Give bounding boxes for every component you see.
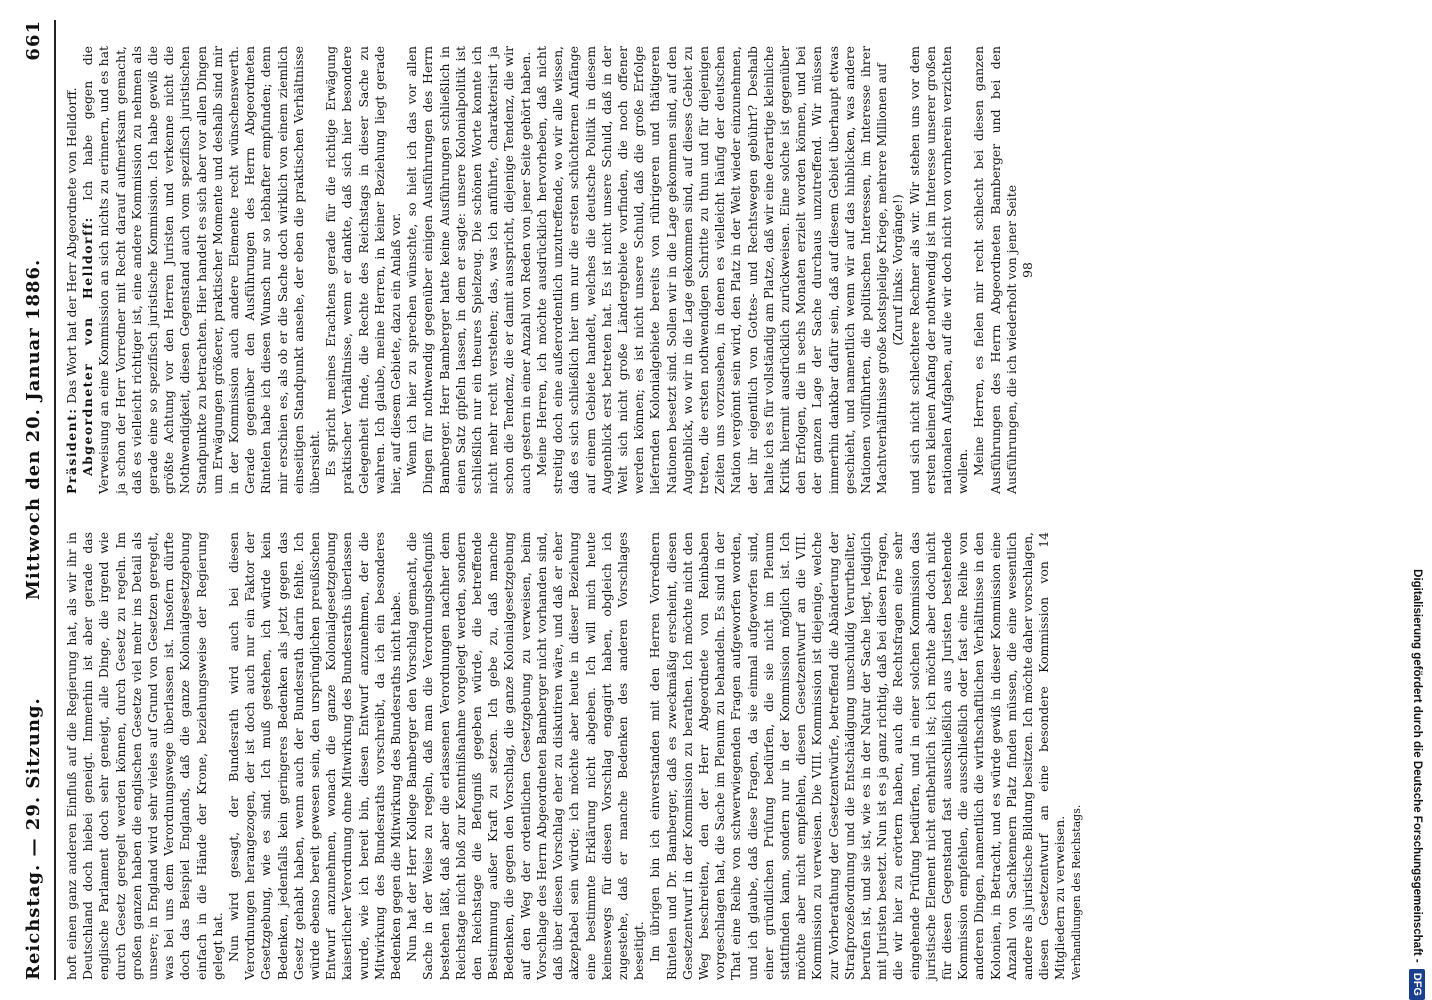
- president-text: Das Wort hat der Herr Abgeordnete von Helldorff.: [64, 87, 79, 404]
- speaker-label: Abgeordneter von Helldorff:: [80, 216, 96, 476]
- speaker-text: Ich habe gegen die Verweisung an eine Kommission an sich nichts zu erinnern, und es hat ja schon der Herr Vorredner mit Recht darauf aufmerksam gemacht, daß es vielleicht richtiger ist, eine andere Kommission zu nehmen als gerade eine so spezifisch juristische Kommission. Ich habe gewiß die größte Achtung vor den Herren Juristen und verkenne nicht die Nothwendigkeit, diesen Gegenstand auch vom spezifisch juristischen Standpunkte zu betrachten. Hier handelt es sich aber vor allen Dingen um Erwägungen größerer, praktischer Momente und deshalb sind mir in der Kommission auch andere Elemente recht wünschenswerth. Gerade gegenüber den Ausführungen des Herrn Abgeordneten Rintelen habe ich diesen Wunsch nur so lebhafter empfunden; denn mir erschien es, als ob er die Sache doch wirklich von einem ziemlich einseitigen Standpunkt ansehe, der eben die praktischen Verhältnisse übersieht.: [80, 46, 323, 494]
- rotated-page-content: [16, 20, 1376, 980]
- header-date: Mittwoch den 20. Januar 1886.: [22, 258, 44, 600]
- footer-note: Verhandlungen des Reichstags.: [1069, 804, 1083, 980]
- left-paragraph: hoft einen ganz anderen Einfluß auf die Regierung hat, als wir ihr in Deutschland doch hiebei geneigt. Immerhin ist aber gerade das englische Parlament doch sehr geneigt, alle Dinge, die irgend wie durch Gesetz geregelt werden können, durch Gesetz zu regeln. Im großen ganzen haben die englischen Gesetze viel mehr ins Detail als unsere; in England wird sehr vieles auf Grund von Gesetzen geregelt, was bei uns dem Verordnungswege überlassen ist. Insofern dürfte doch das Beispiel Englands, daß die ganze Kolonialgesetzgebung einfach in die Hände der Krone, beziehungsweise der Regierung gelegt hat.: [64, 532, 225, 980]
- left-paragraph: Nun hat der Herr Kollege Bamberger den Vorschlag gemacht, die Sache in der Weise zu regeln, daß man die Verordnungsbefugniß bestehen läßt, daß aber die erlassenen Verordnungen nachher dem Reichstage nicht bloß zur Kenntnißnahme vorgelegt werden, sondern den Reichstage die Befugniß gegeben würde, die betreffende Bestimmung außer Kraft zu setzen. Ich gebe zu, daß manche Bedenken, die gegen den Vorschlag, die ganze Kolonialgesetzgebung auf den Weg der ordentlichen Gesetzgebung zu verweisen, beim Vorschlage des Herrn Abgeordneten Bamberger nicht vorhanden sind, daß über diesen Vorschlag eher zu diskutiren wäre, und daß er eher akzeptabel sein würde; ich möchte aber heute in dieser Beziehung eine bestimmte Erklärung nicht abgeben. Ich will mich heute keineswegs für diesen Vorschlag engagirt haben, obgleich ich zugestehe, daß er manche Bedenken des anderen Vorschlages beseitigt.: [404, 532, 647, 980]
- header-page-number: 661: [22, 20, 44, 61]
- page-header: [16, 20, 50, 980]
- header-session: Reichstag. — 29. Sitzung.: [22, 697, 44, 980]
- sheet-number: 98: [1019, 262, 1035, 278]
- right-paragraph: Wenn ich hier zu sprechen wünschte, so hielt ich das vor allen Dingen für nothwendig gegenüber einigen Ausführungen des Herrn Bamberger. Herr Bamberger hatte keine Ausführungen schließlich in einen Satz gipfeln lassen, in dem er sagte: unsere Kolonialpolitik ist schließlich nur ein theures Spielzeug. Die schönen Worte konnte ich nicht mehr recht verstehen; das, was ich anführte, charakterisirt ja schon die Tendenz, die er damit ausspricht, diejenige Tendenz, die wir auch gestern in einer Anzahl von Reden von jener Seite gehört haben.: [404, 46, 533, 494]
- right-paragraph: und sich nicht schlechtere Rechner als wir. Wir stehen uns vor dem ersten kleinen Anfang der nothwendig ist im Interesse unserer großen nationalen Aufgaben, auf die wir doch nicht von vornherein verzichten wollen.: [906, 46, 971, 494]
- right-paragraph: Meine Herren, es fielen mir recht schlecht bei diesen ganzen Ausführungen des Herrn Abgeordneten Bamberger und bei den Ausführungen, die ich wiederholt von jener Seite: [971, 46, 1019, 494]
- left-paragraph: Im übrigen bin ich einverstanden mit den Herren Vorrednern Rintelen und Dr. Bamberger, daß es zweckmäßig erscheint, diesen Gesetzentwurf in der Kommission zu berathen. Ich möchte nicht den Weg beschreiten, den der Herr Abgeordnete von Reinbaben vorgeschlagen hat, die Sache im Plenum zu behandeln. Es sind in der That eine Reihe von schwerwiegenden Fragen aufgeworfen worden, und ich glaube, daß diese Fragen, da sie einmal aufgeworfen sind, einer gründlichen Prüfung bedürfen, die sie nicht im Plenum stattfinden kann, sondern nur in der Kommission möglich ist. Ich möchte aber nicht empfehlen, diesen Gesetzentwurf an die VIII. Kommission zu verweisen. Die VIII. Kommission ist diejenige, welche zur Vorberathung der Gesetzentwürfe, betreffend die Abänderung der Strafprozeßordnung und die Entschädigung unschuldig Verurtheilter, berufen ist, und sie ist, wie es in der Natur der Sache liegt, lediglich mit Juristen besetzt. Nun ist es ja ganz richtig, daß bei diesen Fragen, die wir hier zu erörtern haben, auch die Rechtsfragen eine sehr eingehende Prüfung bedürfen, und in einer solchen Kommission das juristische Element nicht entbehrlich ist; ich möchte aber doch nicht für diesen Gegenstand fast ausschließlich aus Juristen bestehende Kommission empfehlen, die ausschließlich oder fast eine Reihe von anderen Dingen, namentlich die wirthschaftlichen Verhältnisse in den Kolonien, in Betracht, und es würde gewiß in dieser Kommission eine Anzahl von Sachkennern Platz finden müssen, die eine wesentlich andere als juristische Bildung besitzen. Ich möchte daher vorschlagen, diesen Gesetzentwurf an eine besondere Kommission von 14 Mitgliedern zu verweisen.: [647, 532, 1068, 980]
- header-rule: [54, 20, 56, 980]
- left-paragraph: Nun wird gesagt, der Bundesrath wird auch bei diesen Verordnungen herangezogen, der ist doch auch nur ein Faktor der Gesetzgebung, wie es sind. Ich muß gestehen, ich würde kein Bedenken, jedenfalls kein geringeres Bedenken als jetzt gegen das Gesetz gehabt haben, wenn auch der Bundesrath darin fehlte. Ich würde ebenso bereit gewesen sein, den ursprünglichen preußischen Entwurf anzunehmen, wonach die ganze Kolonialgesetzgebung kaiserlicher Verordnung ohne Mitwirkung des Bundesraths überlassen wurde, wie ich bereit bin, diesen Entwurf anzunehmen, der die Mitwirkung des Bundesraths vorschreibt, da ich ein besonderes Bedenken gegen die Mitwirkung des Bundesraths nicht habe.: [226, 532, 404, 980]
- right-paragraph: Es spricht meines Erachtens gerade für die richtige Erwägung praktischer Verhältnisse, wenn er dankte, daß sich hier besondere Gelegenheit finde, die Rechte des Reichstags in dieser Sache zu wahren. Ich glaube, meine Herren, in keiner Beziehung liegt gerade hier, auf diesem Gebiete, dazu ein Anlaß vor.: [323, 46, 404, 494]
- right-column: [64, 46, 1376, 494]
- right-paragraph: Meine Herren, ich möchte ausdrücklich hervorheben, daß nicht streitig doch eine außerordentlich unzutreffende, wo wir alle wissen, daß es sich schließlich hier um nur die ersten schüchternen Anfänge auf einem Gebiete handelt, welches die deutsche Politik in diesem Augenblick erst betreten hat. Es ist nicht unsere Schuld, daß in der Welt sich nicht große Ländergebiete vorfinden, die noch offener werden können; es ist nicht unsere Schuld, daß die große Erfolge liefernden Kolonialgebiete bereits von rührigeren und thätigeren Nationen besetzt sind. Sollen wir in die Lage gekommen sind, auf den Augenblick, wo wir in die Lage gekommen sind, auf dieses Gebiet zu treten, die ersten nothwendigen Schritte zu thun und für diejenigen Zeiten uns vorzusehen, in denen es vielleicht häufig der deutschen Nation vergönnt sein wird, den Platz in der Welt wieder einzunehmen, der ihr eigentlich von Gottes- und Rechtswegen gebührt? Deshalb halte ich es für vollständig am Platze, daß wir eine derartige kleinliche Kritik hiermit ausdrücklich zurückweisen. Eine solche ist gegenüber den Erfolgen, die in sechs Monaten erzielt worden können, und bei der ganzen Lage der Sache durchaus unzutreffend. Wir müssen immerhin dankbar dafür sein, daß auf diesem Gebiet überhaupt etwas geschieht, und namentlich wenn wir auf das hinblicken, was andere Nationen vollführten, die politischen Interessen, im Interesse ihrer Machtverhältnisse große kostspielige Kriege, mehrere Millionen auf: [533, 46, 890, 494]
- attribution-text: Digitalisierung gefördert durch die Deutsche Forschungsgemeinschaft -: [1411, 569, 1423, 963]
- dfg-logo: DFG: [1409, 969, 1425, 1000]
- interjection: (Zuruf links: Vorgänge!): [890, 194, 906, 346]
- left-column: [64, 532, 1376, 980]
- attribution-strip: [1404, 0, 1430, 1000]
- president-label: Präsident:: [64, 407, 79, 494]
